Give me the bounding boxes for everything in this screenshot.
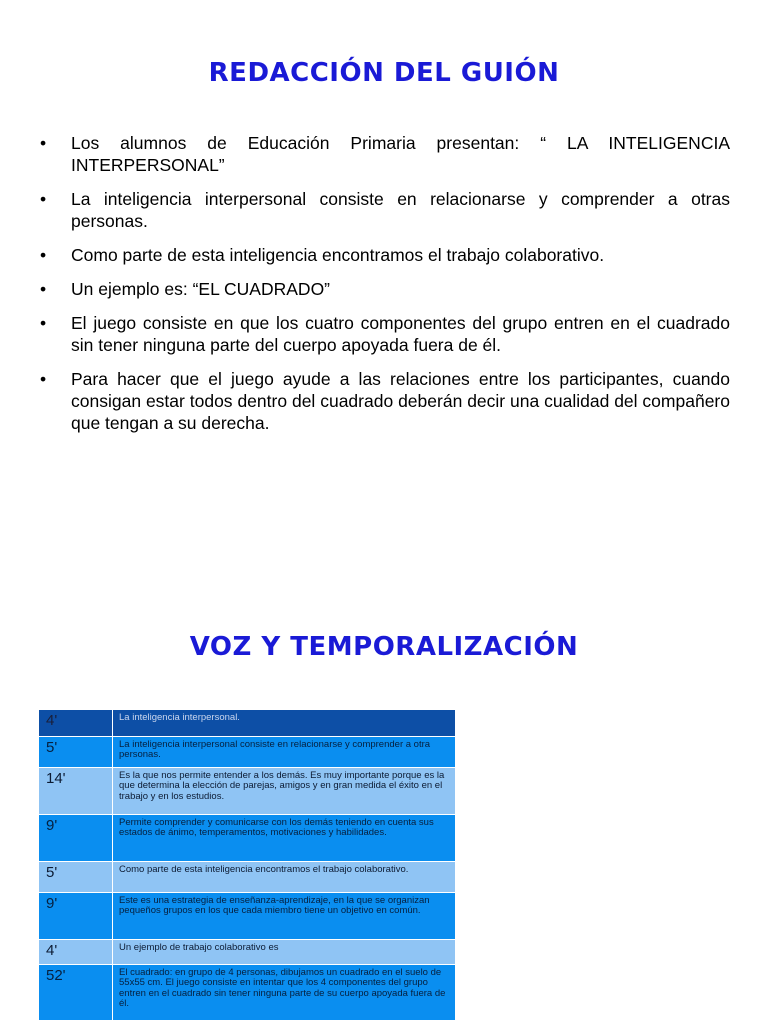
bullet-icon: •	[40, 369, 47, 389]
table-row	[39, 815, 456, 862]
table-row	[39, 893, 456, 940]
bullet-icon: •	[40, 279, 47, 299]
time-cell: 5'	[39, 737, 113, 768]
list-item	[40, 368, 730, 434]
time-cell: 5'	[39, 862, 113, 893]
table-row	[39, 965, 456, 1021]
text-cell: Un ejemplo de trabajo colaborativo es	[113, 940, 456, 965]
table-row	[39, 862, 456, 893]
table-row	[39, 940, 456, 965]
table-row	[39, 710, 456, 737]
bullet-icon: •	[40, 189, 47, 209]
bullet-list	[40, 132, 730, 446]
bullet-text: Los alumnos de Educación Primaria presentan: “ LA INTELIGENCIA INTERPERSONAL”	[71, 133, 730, 175]
time-cell: 4'	[39, 940, 113, 965]
time-cell: 9'	[39, 893, 113, 940]
text-cell: Es la que nos permite entender a los demás. Es muy importante porque es la que determina la elección de parejas, amigos y en gran medida el éxito en el trabajo y en los estudios.	[113, 768, 456, 815]
list-item	[40, 188, 730, 232]
list-item	[40, 312, 730, 356]
bullet-text: La inteligencia interpersonal consiste en relacionarse y comprender a otras personas.	[71, 189, 730, 231]
bullet-text: Como parte de esta inteligencia encontramos el trabajo colaborativo.	[71, 245, 605, 265]
text-cell: Este es una estrategia de enseñanza-aprendizaje, en la que se organizan pequeños grupos en los que cada miembro tiene un objetivo en común.	[113, 893, 456, 940]
text-cell: La inteligencia interpersonal consiste en relacionarse y comprender a otra personas.	[113, 737, 456, 768]
time-cell: 9'	[39, 815, 113, 862]
time-cell: 14'	[39, 768, 113, 815]
list-item	[40, 278, 730, 300]
bullet-icon: •	[40, 245, 47, 265]
page-title: REDACCIÓN DEL GUIÓN	[208, 58, 560, 88]
timing-table	[38, 709, 456, 1021]
bullet-icon: •	[40, 133, 47, 153]
list-item	[40, 132, 730, 176]
bullet-text: El juego consiste en que los cuatro componentes del grupo entren en el cuadrado sin tener ninguna parte del cuerpo apoyada fuera de él.	[71, 313, 730, 355]
text-cell: Permite comprender y comunicarse con los demás teniendo en cuenta sus estados de ánimo, temperamentos, motivaciones y habilidades.	[113, 815, 456, 862]
table-row	[39, 768, 456, 815]
list-item	[40, 244, 730, 266]
bullet-text: Un ejemplo es: “EL CUADRADO”	[71, 279, 331, 299]
time-cell: 52'	[39, 965, 113, 1021]
section-title: VOZ Y TEMPORALIZACIÓN	[189, 632, 579, 662]
bullet-icon: •	[40, 313, 47, 333]
table-row	[39, 737, 456, 768]
time-cell: 4'	[39, 710, 113, 737]
text-cell: El cuadrado: en grupo de 4 personas, dibujamos un cuadrado en el suelo de 55x55 cm. El juego consiste en intentar que los 4 componentes del grupo entren en el cuadrado sin tener ninguna parte de su cuerpo apoyada fuera de él.	[113, 965, 456, 1021]
text-cell: Como parte de esta inteligencia encontramos el trabajo colaborativo.	[113, 862, 456, 893]
bullet-text: Para hacer que el juego ayude a las relaciones entre los participantes, cuando consigan estar todos dentro del cuadrado deberán decir una cualidad del compañero que tengan a su derecha.	[71, 369, 730, 433]
text-cell: La inteligencia interpersonal.	[113, 710, 456, 737]
